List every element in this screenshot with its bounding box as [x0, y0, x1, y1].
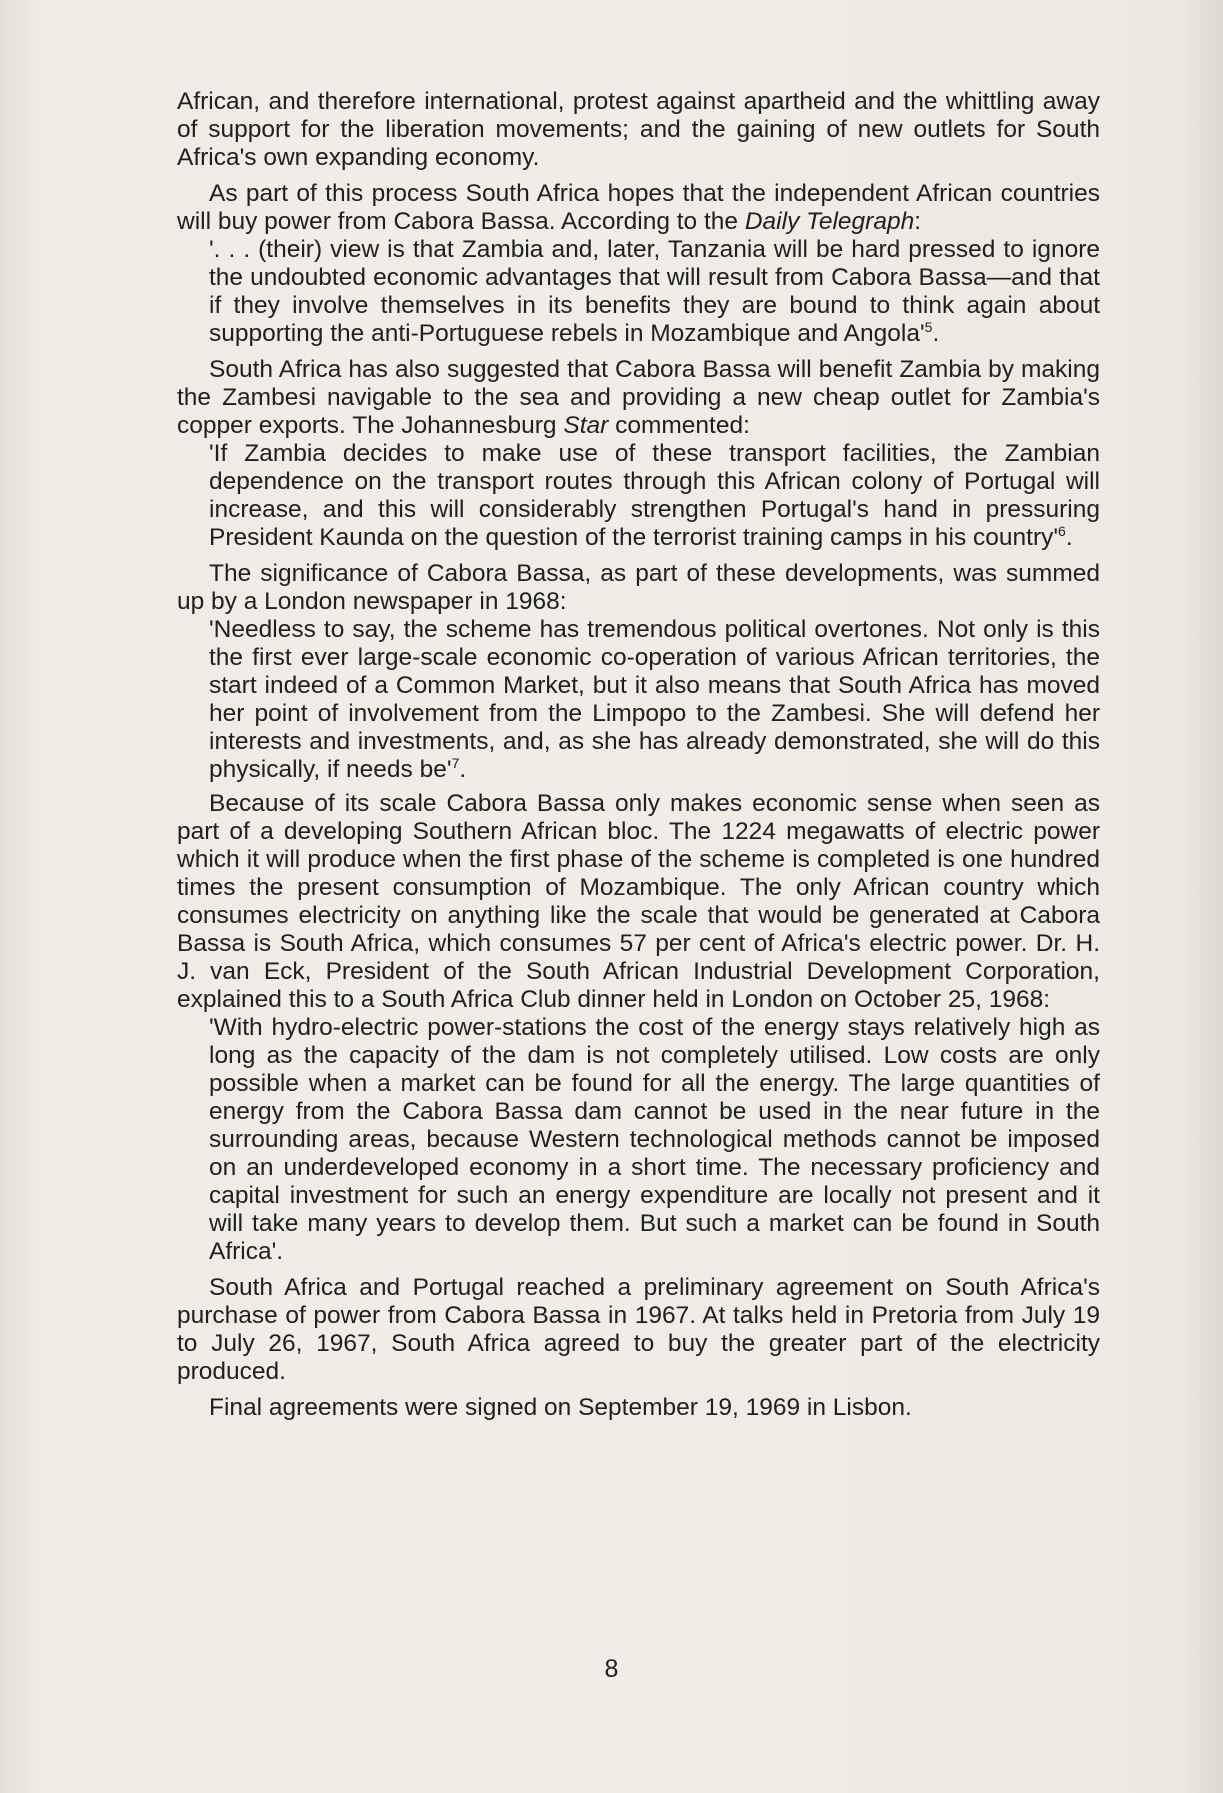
body-text [177, 88, 1100, 1430]
quote-text-end: . [459, 756, 467, 783]
paragraph-text: The significance of Cabora Bassa, as part of these developments, was summed up by a London newspaper in 1968: [177, 560, 1100, 615]
paragraph-text: Because of its scale Cabora Bassa only makes economic sense when seen as part of a developing Southern African bloc. The 1224 megawatts of electric power which it will produce when the first phase of the scheme is completed is one hundred times the present consumption of Mozambique. The only African country which consumes electricity on anything like the scale that would be generated at Cabora Bassa is South Africa, which consumes 57 per cent of Africa's electric power. Dr. H. J. van Eck, President of the South African Industrial Development Corporation, explained this to a South Africa Club dinner held in London on October 25, 1968: [177, 790, 1100, 1013]
quote-text-end: . [932, 320, 940, 347]
footnote-marker: 7 [451, 754, 460, 771]
paragraph-preliminary-agreement [177, 1274, 1100, 1386]
page-number: 8 [604, 1655, 619, 1683]
publication-title: Daily Telegraph [744, 208, 915, 235]
paragraph-text: African, and therefore international, protest against apartheid and the whittling away of support for the liberation movements; and the gaining of new outlets for South Africa's own expanding economy. [177, 88, 1100, 171]
paragraph-text: South Africa and Portugal reached a preliminary agreement on South Africa's purchase of power from Cabora Bassa in 1967. At talks held in Pretoria from July 19 to July 26, 1967, South Africa agreed to buy the greater part of the electricity produced. [177, 1274, 1100, 1385]
footnote-marker: 5 [924, 318, 933, 335]
quote-text: 'If Zambia decides to make use of these transport facilities, the Zambian dependence on the transport routes through this African colony of Portugal will increase, and this will considerably strengthen Portugal's hand in pressuring President Kaunda on the question of the terrorist training camps in his country' [209, 440, 1100, 551]
publication-title: Star [563, 412, 609, 439]
paragraph-text: South Africa has also suggested that Cabora Bassa will benefit Zambia by making the Zambesi navigable to the sea and providing a new cheap outlet for Zambia's copper exports. The Johannesburg [177, 356, 1100, 439]
quote-text: '. . . (their) view is that Zambia and, later, Tanzania will be hard pressed to ignore the undoubted economic advantages that will result from Cabora Bassa—and that if they involve themselves in its benefits they are bound to think again about supporting the anti-Portuguese rebels in Mozambique and Angola' [209, 236, 1100, 347]
footnote-marker: 6 [1058, 522, 1066, 539]
quote-text-end: . [1065, 524, 1073, 551]
paragraph-significance [177, 560, 1100, 616]
paragraph-zambesi [177, 356, 1100, 440]
quote-london-newspaper [177, 616, 1100, 784]
paragraph-text-end: : [914, 208, 922, 235]
quote-van-eck [177, 1014, 1100, 1266]
paragraph-final-agreements [177, 1394, 1100, 1422]
paragraph-text: As part of this process South Africa hopes that the independent African countries will buy power from Cabora Bassa. According to the [177, 180, 1100, 235]
paragraph-daily-telegraph [177, 180, 1100, 236]
paragraph-scale [177, 790, 1100, 1014]
quote-text: 'With hydro-electric power-stations the cost of the energy stays relatively high as long as the capacity of the dam is not completely utilised. Low costs are only possible when a market can be found for all the energy. The large quantities of energy from the Cabora Bassa dam cannot be used in the near future in the surrounding areas, because Western technological methods cannot be imposed on an underdeveloped economy in a short time. The necessary proficiency and capital investment for such an energy expenditure are locally not present and it will take many years to develop them. But such a market can be found in South Africa'. [209, 1014, 1100, 1265]
quote-text: 'Needless to say, the scheme has tremendous political overtones. Not only is this the first ever large-scale economic co-operation of various African territories, the start indeed of a Common Market, but it also means that South Africa has moved her point of involvement from the Limpopo to the Zambesi. She will defend her interests and investments, and, as she has already demonstrated, she will do this physically, if needs be' [209, 616, 1100, 783]
quote-daily-telegraph [177, 236, 1100, 348]
quote-star [177, 440, 1100, 552]
paragraph-text-end: commented: [608, 412, 750, 439]
paragraph-text: Final agreements were signed on September 19, 1969 in Lisbon. [209, 1394, 912, 1421]
paragraph-continuation [177, 88, 1100, 172]
